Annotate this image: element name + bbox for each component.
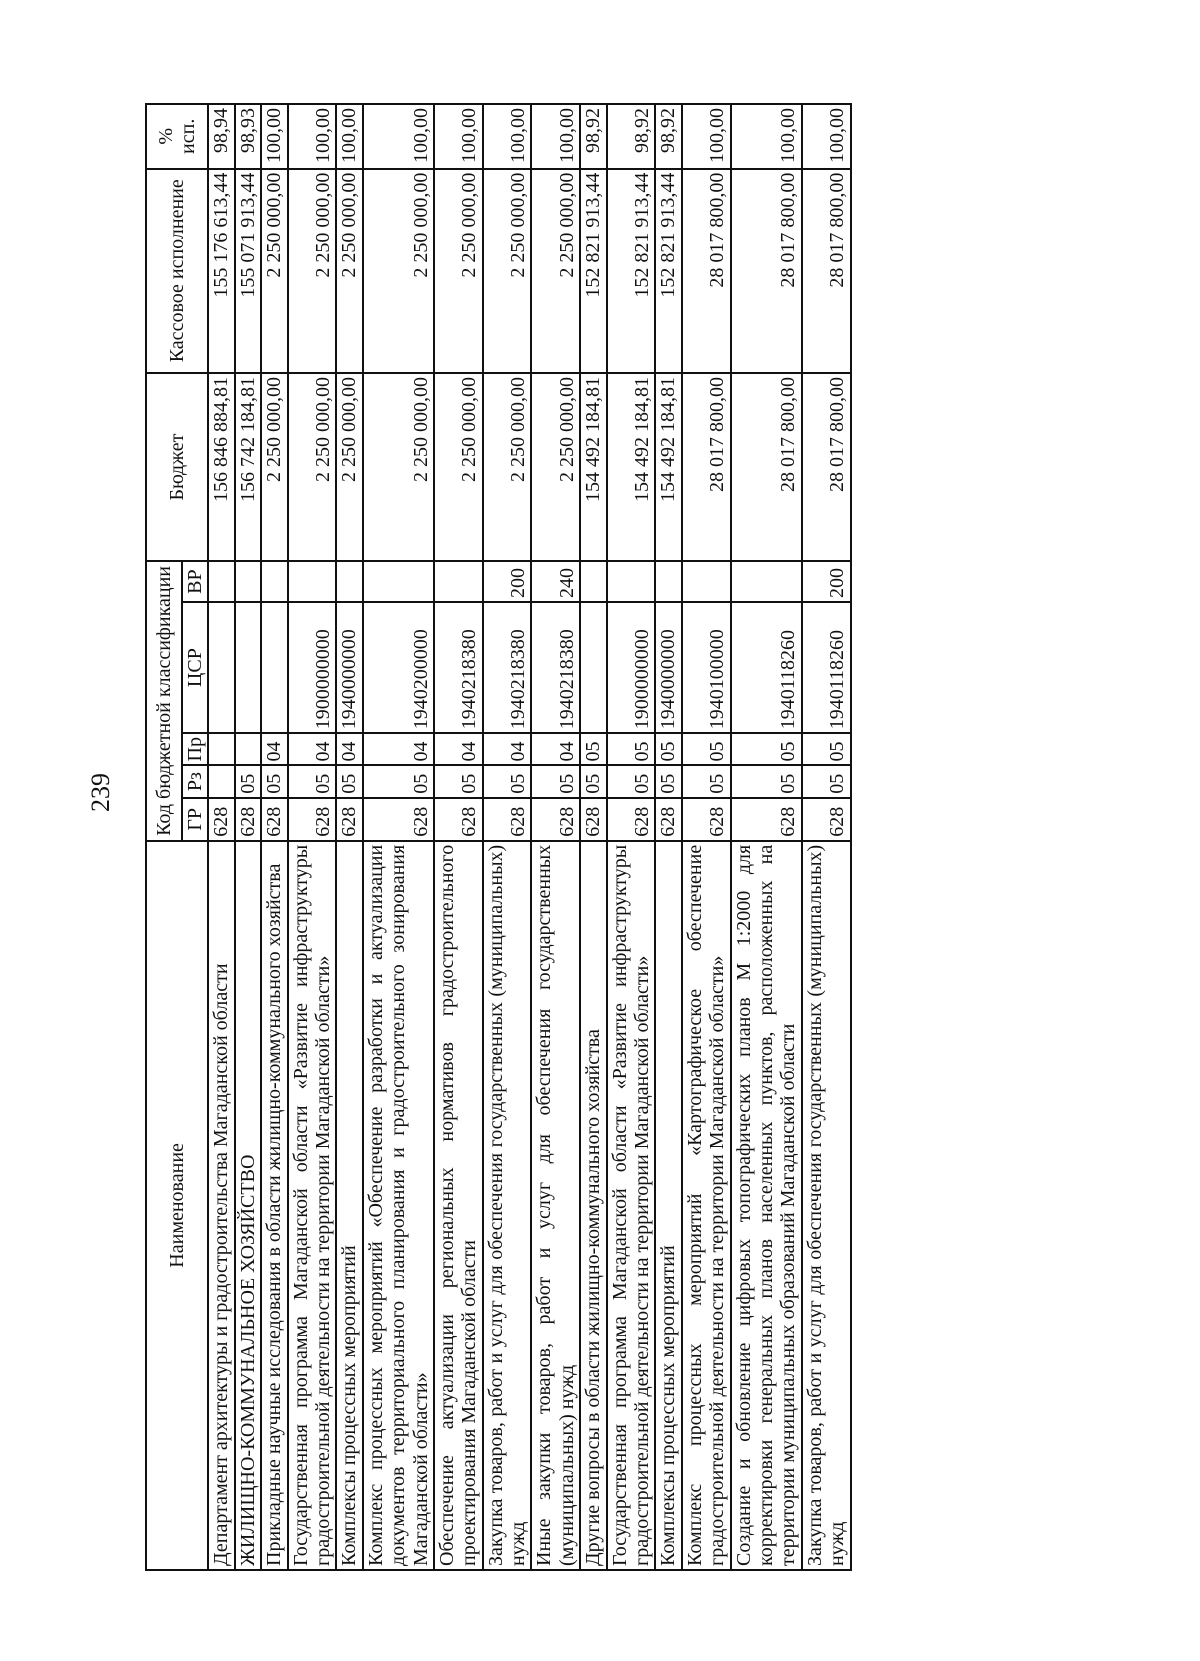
cell-name: Другие вопросы в области жилищно-коммунального хозяйства [580, 841, 606, 1570]
cell-pct: 100,00 [483, 104, 532, 169]
cell-pct: 98,94 [208, 104, 234, 169]
cell-budget: 154 492 184,81 [655, 373, 681, 561]
cell-pr: 05 [580, 733, 606, 765]
cell-vr [434, 561, 483, 602]
cell-vr [288, 561, 337, 602]
cell-pct: 100,00 [731, 104, 802, 169]
cell-cash: 2 250 000,00 [363, 169, 434, 373]
cell-name: Закупка товаров, работ и услуг для обеспечения государственных (муниципальных) нужд [483, 841, 532, 1570]
table-row [208, 104, 234, 1570]
header-csr: ЦСР [182, 602, 208, 733]
cell-pr: 04 [531, 733, 580, 765]
page-number: 239 [86, 773, 115, 812]
cell-rz: 05 [483, 766, 532, 798]
cell-rz: 05 [235, 766, 261, 798]
cell-name: Государственная программа Магаданской области «Развитие инфраструктуры градостроительной деятельности на территории Магаданской области» [288, 841, 337, 1570]
cell-csr: 1940118260 [731, 602, 802, 733]
cell-gr: 628 [483, 798, 532, 841]
cell-cash: 28 017 800,00 [682, 169, 731, 373]
header-name: Наименование [146, 841, 208, 1570]
cell-pct: 98,92 [607, 104, 656, 169]
cell-csr: 1900000000 [288, 602, 337, 733]
cell-cash: 2 250 000,00 [261, 169, 287, 373]
table-row [607, 104, 656, 1570]
cell-csr [208, 602, 234, 733]
cell-pr [208, 733, 234, 765]
cell-rz: 05 [607, 766, 656, 798]
cell-csr: 1940100000 [682, 602, 731, 733]
table-row [682, 104, 731, 1570]
cell-name: Прикладные научные исследования в области жилищно-коммунального хозяйства [261, 841, 287, 1570]
cell-csr: 1900000000 [607, 602, 656, 733]
cell-vr [731, 561, 802, 602]
cell-cash: 155 176 613,44 [208, 169, 234, 373]
cell-rz: 05 [580, 766, 606, 798]
cell-csr [235, 602, 261, 733]
cell-name: Департамент архитектуры и градостроительства Магаданской области [208, 841, 234, 1570]
cell-vr: 240 [531, 561, 580, 602]
cell-rz [208, 766, 234, 798]
cell-vr: 200 [483, 561, 532, 602]
cell-name: Закупка товаров, работ и услуг для обеспечения государственных (муниципальных) нужд [802, 841, 851, 1570]
cell-rz: 05 [655, 766, 681, 798]
cell-name: Комплексы процессных мероприятий [655, 841, 681, 1570]
cell-csr: 1940118260 [802, 602, 851, 733]
table-row [731, 104, 802, 1570]
table-row [434, 104, 483, 1570]
cell-gr: 628 [363, 798, 434, 841]
cell-pr: 05 [802, 733, 851, 765]
cell-cash: 28 017 800,00 [802, 169, 851, 373]
cell-pr: 04 [336, 733, 362, 765]
cell-budget: 154 492 184,81 [580, 373, 606, 561]
cell-csr: 1940000000 [336, 602, 362, 733]
cell-pr: 04 [288, 733, 337, 765]
cell-gr: 628 [580, 798, 606, 841]
cell-budget: 2 250 000,00 [336, 373, 362, 561]
header-pr: Пр [182, 733, 208, 765]
table-row [483, 104, 532, 1570]
cell-pr: 04 [434, 733, 483, 765]
header-row-top [146, 104, 182, 1570]
cell-csr [261, 602, 287, 733]
table-row [655, 104, 681, 1570]
cell-vr [363, 561, 434, 602]
cell-gr: 628 [261, 798, 287, 841]
cell-pct: 98,93 [235, 104, 261, 169]
cell-rz: 05 [288, 766, 337, 798]
cell-pr: 04 [363, 733, 434, 765]
table-row [261, 104, 287, 1570]
cell-cash: 2 250 000,00 [434, 169, 483, 373]
cell-pct: 100,00 [363, 104, 434, 169]
cell-pct: 98,92 [655, 104, 681, 169]
cell-vr [261, 561, 287, 602]
cell-cash: 152 821 913,44 [607, 169, 656, 373]
cell-vr [336, 561, 362, 602]
cell-gr: 628 [434, 798, 483, 841]
cell-cash: 155 071 913,44 [235, 169, 261, 373]
table-row [288, 104, 337, 1570]
cell-rz: 05 [434, 766, 483, 798]
cell-cash: 28 017 800,00 [731, 169, 802, 373]
cell-gr: 628 [607, 798, 656, 841]
cell-pct: 98,92 [580, 104, 606, 169]
cell-csr: 1940218380 [531, 602, 580, 733]
header-pct: % исп. [146, 104, 208, 169]
rotated-page-content [145, 103, 1095, 1571]
cell-vr [607, 561, 656, 602]
cell-pr: 04 [483, 733, 532, 765]
cell-csr: 1940200000 [363, 602, 434, 733]
cell-name: Государственная программа Магаданской области «Развитие инфраструктуры градостроительной деятельности на территории Магаданской области» [607, 841, 656, 1570]
cell-name: Иные закупки товаров, работ и услуг для обеспечения государственных (муниципальных) нужд [531, 841, 580, 1570]
cell-budget: 2 250 000,00 [531, 373, 580, 561]
cell-csr: 1940218380 [434, 602, 483, 733]
cell-gr: 628 [531, 798, 580, 841]
cell-vr [208, 561, 234, 602]
cell-vr [235, 561, 261, 602]
cell-budget: 2 250 000,00 [434, 373, 483, 561]
cell-budget: 28 017 800,00 [802, 373, 851, 561]
table-row [531, 104, 580, 1570]
cell-gr: 628 [208, 798, 234, 841]
cell-gr: 628 [336, 798, 362, 841]
cell-gr: 628 [802, 798, 851, 841]
cell-cash: 2 250 000,00 [336, 169, 362, 373]
cell-pct: 100,00 [682, 104, 731, 169]
table-body [208, 104, 850, 1570]
cell-cash: 2 250 000,00 [288, 169, 337, 373]
cell-rz: 05 [802, 766, 851, 798]
cell-rz: 05 [531, 766, 580, 798]
cell-vr: 200 [802, 561, 851, 602]
header-code-group: Код бюджетной классификации [146, 561, 182, 841]
cell-vr [580, 561, 606, 602]
cell-name: Комплексы процессных мероприятий [336, 841, 362, 1570]
cell-name: Комплекс процессных мероприятий «Обеспечение разработки и актуализации документов территориального планирования и градостроительного зонирования Магаданской области» [363, 841, 434, 1570]
header-vr: ВР [182, 561, 208, 602]
cell-pr [235, 733, 261, 765]
header-budget: Бюджет [146, 373, 208, 561]
cell-pct: 100,00 [434, 104, 483, 169]
cell-csr: 1940000000 [655, 602, 681, 733]
cell-pr: 04 [261, 733, 287, 765]
cell-budget: 28 017 800,00 [731, 373, 802, 561]
cell-rz: 05 [731, 766, 802, 798]
cell-budget: 28 017 800,00 [682, 373, 731, 561]
table-row [802, 104, 851, 1570]
cell-pr: 05 [607, 733, 656, 765]
cell-gr: 628 [288, 798, 337, 841]
header-rz: Рз [182, 766, 208, 798]
cell-gr: 628 [655, 798, 681, 841]
table-row [580, 104, 606, 1570]
cell-pr: 05 [682, 733, 731, 765]
budget-table [145, 103, 852, 1571]
cell-pr: 05 [731, 733, 802, 765]
cell-budget: 2 250 000,00 [261, 373, 287, 561]
cell-pct: 100,00 [261, 104, 287, 169]
cell-budget: 156 742 184,81 [235, 373, 261, 561]
cell-budget: 2 250 000,00 [483, 373, 532, 561]
cell-rz: 05 [261, 766, 287, 798]
cell-pr: 05 [655, 733, 681, 765]
cell-vr [655, 561, 681, 602]
cell-pct: 100,00 [336, 104, 362, 169]
cell-cash: 2 250 000,00 [483, 169, 532, 373]
cell-pct: 100,00 [802, 104, 851, 169]
table-row [336, 104, 362, 1570]
cell-budget: 2 250 000,00 [288, 373, 337, 561]
header-gr: ГР [182, 798, 208, 841]
cell-gr: 628 [731, 798, 802, 841]
cell-name: Создание и обновление цифровых топографических планов М 1:2000 для корректировки генеральных планов населенных пунктов, расположенных на территории муниципальных образований Магаданской области [731, 841, 802, 1570]
cell-pct: 100,00 [531, 104, 580, 169]
cell-rz: 05 [682, 766, 731, 798]
cell-rz: 05 [363, 766, 434, 798]
cell-name: ЖИЛИЩНО-КОММУНАЛЬНОЕ ХОЗЯЙСТВО [235, 841, 261, 1570]
cell-csr: 1940218380 [483, 602, 532, 733]
cell-vr [682, 561, 731, 602]
cell-rz: 05 [336, 766, 362, 798]
cell-name: Обеспечение актуализации региональных нормативов градостроительного проектирования Магаданской области [434, 841, 483, 1570]
cell-csr [580, 602, 606, 733]
header-cash: Кассовое исполнение [146, 169, 208, 373]
cell-gr: 628 [682, 798, 731, 841]
cell-budget: 156 846 884,81 [208, 373, 234, 561]
cell-gr: 628 [235, 798, 261, 841]
cell-cash: 2 250 000,00 [531, 169, 580, 373]
cell-name: Комплекс процессных мероприятий «Картографическое обеспечение градостроительной деятельности на территории Магаданской области» [682, 841, 731, 1570]
cell-cash: 152 821 913,44 [655, 169, 681, 373]
cell-budget: 2 250 000,00 [363, 373, 434, 561]
table-row [235, 104, 261, 1570]
cell-budget: 154 492 184,81 [607, 373, 656, 561]
table-row [363, 104, 434, 1570]
cell-cash: 152 821 913,44 [580, 169, 606, 373]
cell-pct: 100,00 [288, 104, 337, 169]
